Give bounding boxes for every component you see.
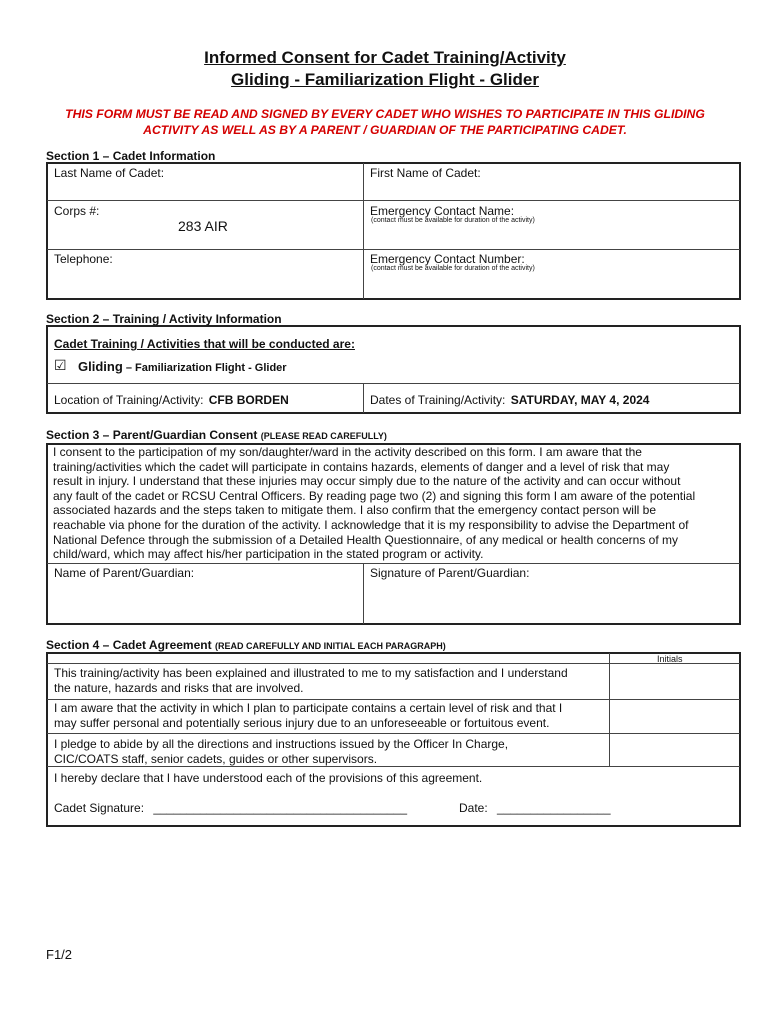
cadet-information-table [46,162,741,300]
warning-line-1: THIS FORM MUST BE READ AND SIGNED BY EVERY CADET WHO WISHES TO PARTICIPATE IN THIS GLIDING [65,107,705,121]
agreement-line: I am aware that the activity in which I plan to participate contains a certain level of risk and that I [54,701,563,715]
last-name-field[interactable]: Last Name of Cadet: [54,166,165,180]
consent-line: I consent to the participation of my son/daughter/ward in the activity described on this form. I am aware that the [53,445,642,459]
dates-label: Dates of Training/Activity: [370,393,506,407]
location-label: Location of Training/Activity: [54,393,204,407]
section-4-heading: Section 4 – Cadet Agreement [46,638,212,652]
activities-label: Cadet Training / Activities that will be conducted are: [54,337,355,351]
emergency-contact-number-field[interactable]: Emergency Contact Number: [370,252,525,266]
form-subtitle: Gliding - Familiarization Flight - Glider [231,70,539,89]
consent-line: any fault of the cadet or RCSU Central Officers. By reading page two (2) and signing this form I am aware of the potential [53,488,696,503]
consent-line: associated hazards and the steps taken to mitigate them. I also confirm that the emergency contact person will be [53,503,656,518]
section-1-heading: Section 1 – Cadet Information [46,149,216,163]
date-label: Date: [459,801,488,815]
consent-line: reachable via phone for the duration of the activity. I acknowledge that it is my responsibility to advise the Department of [53,517,689,532]
divider [47,383,740,384]
divider [47,249,740,250]
divider [363,163,364,299]
initials-box-3[interactable] [610,734,740,766]
consent-line: National Defence through the submission of a Detailed Health Questionnaire, of any medical or health concerns of my [53,532,679,547]
initials-header: Initials [657,654,683,664]
consent-line: result in injury. I understand that these injuries may occur simply due to the nature of the activity and can occur without [53,474,681,489]
first-name-field[interactable]: First Name of Cadet: [370,166,481,180]
divider [47,200,740,201]
telephone-field[interactable]: Telephone: [54,252,113,266]
activity-detail: – Familiarization Flight - Glider [122,362,287,374]
date-line[interactable]: _________________ [497,801,611,815]
agreement-line: may suffer personal and potentially serious injury due to an unforeseeable or fortuitous event. [54,715,550,730]
divider [363,384,364,413]
consent-line: training/activities which the cadet will participate in contains hazards, elements of danger and a level of risk that may [53,459,670,474]
agreement-paragraph-1 [54,666,606,695]
agreement-line: CIC/COATS staff, senior cadets, guides or other supervisors. [54,751,378,766]
agreement-line: the nature, hazards and risks that are involved. [54,680,304,695]
consent-line: child/ward, which may affect his/her participation in the stated program or activity. [53,547,484,562]
emergency-contact-name-note: (contact must be available for duration of the activity) [371,217,535,224]
section-2-heading: Section 2 – Training / Activity Information [46,312,282,326]
declaration-text: I hereby declare that I have understood each of the provisions of this agreement. [54,771,483,785]
divider [47,563,740,564]
initials-box-2[interactable] [610,700,740,733]
warning-line-2: ACTIVITY AS WELL AS BY A PARENT / GUARDIAN OF THE PARTICIPATING CADET. [143,123,627,137]
location-value: CFB BORDEN [208,393,289,407]
activity-name: Gliding [78,359,123,374]
initials-box-1[interactable] [610,664,740,699]
section-3-note: (PLEASE READ CAREFULLY) [260,431,387,441]
divider [363,564,364,624]
section-4-note: (READ CAREFULLY AND INITIAL EACH PARAGRAPH) [214,641,446,651]
dates-value: SATURDAY, MAY 4, 2024 [510,393,650,407]
agreement-line: I pledge to abide by all the directions and instructions issued by the Officer In Charge, [54,737,509,751]
emergency-contact-name-field[interactable]: Emergency Contact Name: [370,204,515,218]
agreement-paragraph-3 [54,737,606,766]
form-title: Informed Consent for Cadet Training/Activity [204,48,566,67]
corps-number-field[interactable]: Corps #: [54,204,100,218]
page-footer: F1/2 [46,947,73,962]
consent-paragraph [53,445,739,562]
cadet-signature-line[interactable]: ______________________________________ [153,801,408,815]
checkbox-checked-icon[interactable]: ☑ [54,357,67,373]
emergency-contact-number-note: (contact must be available for duration of the activity) [371,265,535,272]
section-3-heading: Section 3 – Parent/Guardian Consent [46,428,258,442]
parent-name-field[interactable]: Name of Parent/Guardian: [54,566,195,580]
parent-signature-field[interactable]: Signature of Parent/Guardian: [370,566,530,580]
agreement-paragraph-2 [54,701,606,730]
cadet-signature-label: Cadet Signature: [54,801,145,815]
corps-number-value: 283 AIR [178,218,228,234]
agreement-line: This training/activity has been explained and illustrated to me to my satisfaction and I understand [54,666,568,680]
